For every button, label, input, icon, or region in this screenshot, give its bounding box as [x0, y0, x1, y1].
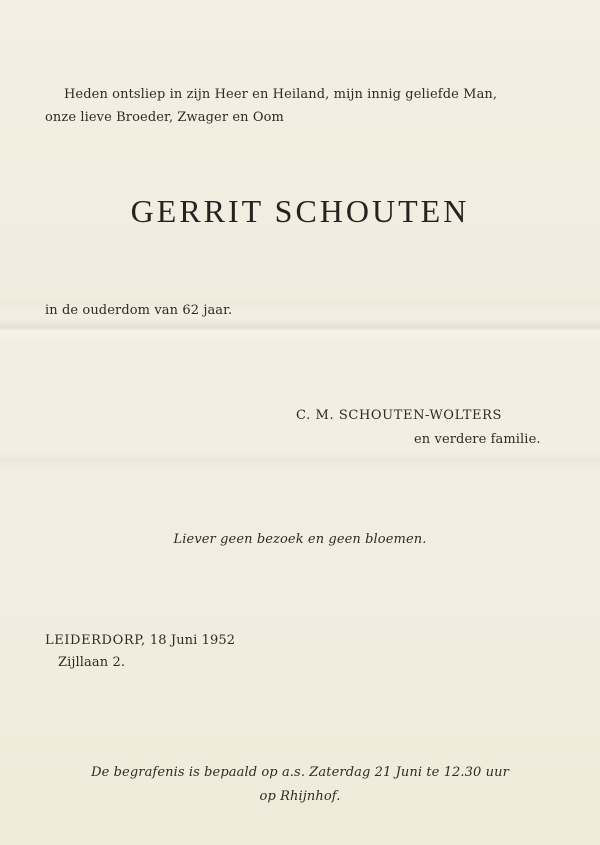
request-line: Liever geen bezoek en geen bloemen.	[173, 532, 427, 547]
funeral-line-2: op Rhijnhof.	[259, 789, 341, 804]
fold-crease	[0, 318, 600, 340]
place-date-line	[45, 633, 235, 648]
family-line: en verdere familie.	[414, 432, 541, 447]
address-line: Zijllaan 2.	[58, 655, 126, 670]
intro-line-2: onze lieve Broeder, Zwager en Oom	[45, 110, 284, 125]
age-line: in de ouderdom van 62 jaar.	[45, 303, 233, 318]
fold-crease-lower	[0, 452, 600, 468]
funeral-line-1: De begrafenis is bepaald op a.s. Zaterdag 21 Juni te 12.30 uur	[91, 765, 509, 780]
intro-line-1: Heden ontsliep in zijn Heer en Heiland, mijn innig geliefde Man,	[64, 87, 498, 102]
widow-name: C. M. SCHOUTEN-WOLTERS	[296, 408, 502, 423]
deceased-name: GERRIT SCHOUTEN	[130, 193, 470, 229]
place-date: 18 Juni 1952	[149, 633, 236, 648]
place-city: LEIDERDORP,	[45, 633, 146, 648]
